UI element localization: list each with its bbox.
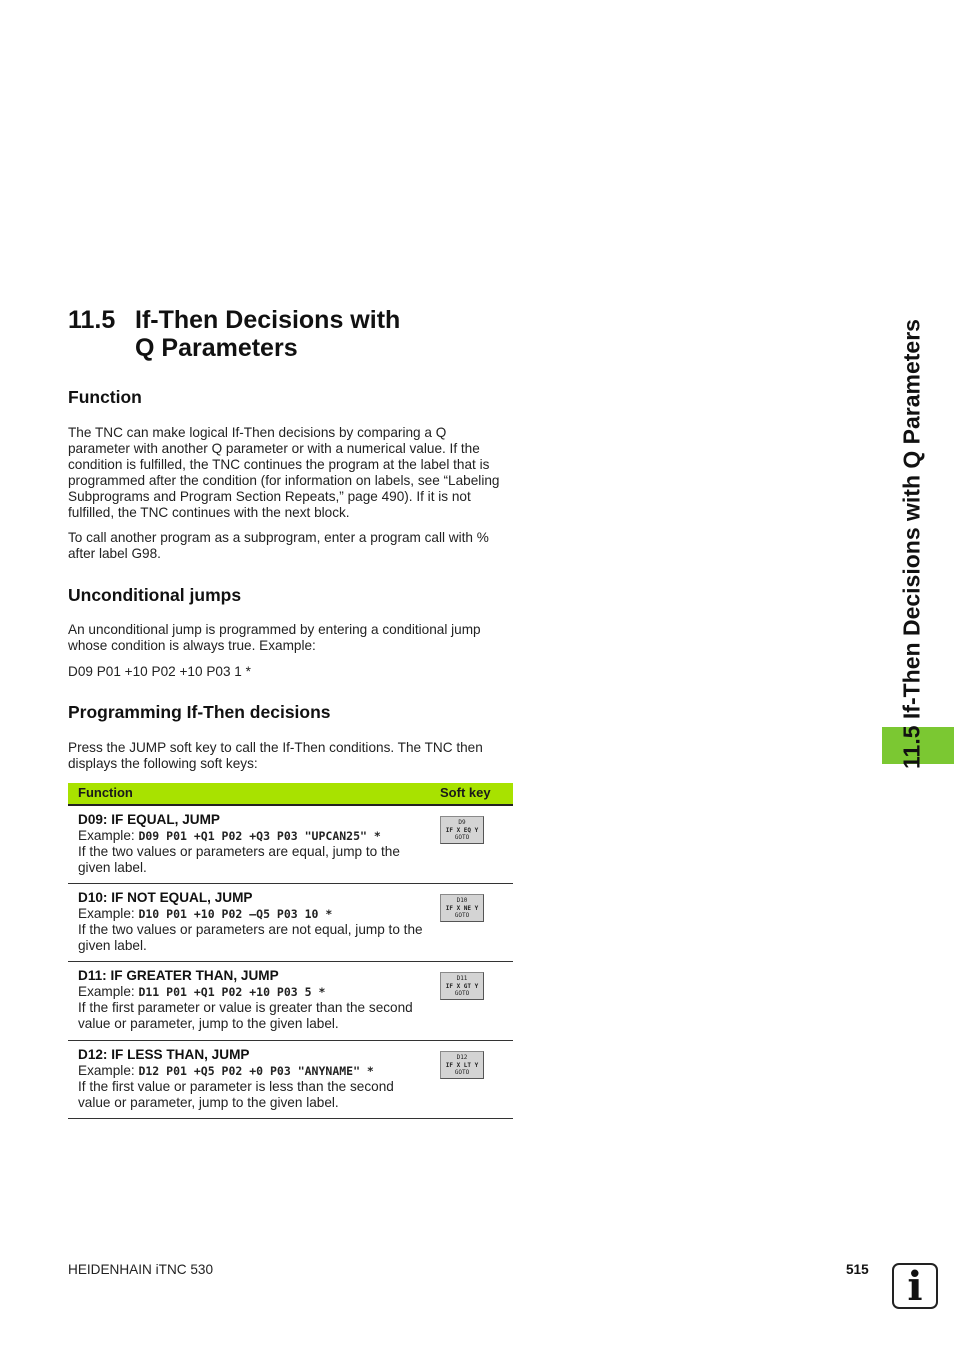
row-title: D12: IF LESS THAN, JUMP	[78, 1047, 250, 1062]
table-row	[68, 962, 513, 1041]
table-header	[68, 783, 513, 806]
function-paragraph-1: The TNC can make logical If-Then decisions by comparing a Q parameter with another Q parameter or with a numerical value. If the condition is fulfilled, the TNC continues the program at the label that is programmed after the condition (for information on labels, see “Labeling Subprograms and Program Section Repeats,” page 490). If it is not fulfilled, the TNC continues with the next block.	[68, 425, 500, 520]
softkey-mid: IF X GT Y	[445, 982, 479, 990]
softkey-bottom: GOTO	[454, 990, 470, 997]
row-title: D11: IF GREATER THAN, JUMP	[78, 968, 279, 983]
heading-programming: Programming If-Then decisions	[68, 702, 331, 722]
softkey-mid: IF X NE Y	[445, 904, 479, 912]
example-label: Example:	[78, 828, 135, 843]
softkey-bottom: GOTO	[454, 834, 470, 841]
row-example	[78, 1063, 423, 1079]
softkey-if-equal-jump[interactable]	[440, 816, 484, 844]
softkey-if-greater-than-jump[interactable]	[440, 972, 484, 1000]
heading-function: Function	[68, 387, 142, 407]
example-label: Example:	[78, 906, 135, 921]
softkey-top: D10	[456, 897, 468, 904]
heading-unconditional-jumps: Unconditional jumps	[68, 585, 242, 605]
example-label: Example:	[78, 1063, 135, 1078]
example-code: D10 P01 +10 P02 –Q5 P03 10 *	[138, 907, 333, 921]
row-description	[78, 812, 423, 876]
chapter-side-title: 11.5 If-Then Decisions with Q Parameters	[898, 319, 925, 769]
table-row	[68, 884, 513, 962]
programming-paragraph: Press the JUMP soft key to call the If-Then conditions. The TNC then displays the following soft keys:	[68, 740, 483, 771]
row-example	[78, 906, 423, 922]
row-text: If the first value or parameter is less than the second value or parameter, jump to the given label.	[78, 1079, 394, 1110]
column-header-function: Function	[78, 785, 133, 800]
row-text: If the first parameter or value is greater than the second value or parameter, jump to the given label.	[78, 1000, 413, 1031]
row-description	[78, 968, 423, 1032]
softkey-top: D12	[456, 1054, 468, 1061]
footer-manual-title: HEIDENHAIN iTNC 530	[68, 1262, 214, 1277]
example-code: D09 P01 +Q1 P02 +Q3 P03 "UPCAN25" *	[138, 829, 381, 843]
section-number: 11.5	[68, 306, 116, 334]
row-text: If the two values or parameters are not equal, jump to the given label.	[78, 922, 423, 953]
row-description	[78, 890, 423, 954]
info-icon: i	[892, 1263, 938, 1309]
softkey-if-less-than-jump[interactable]	[440, 1051, 484, 1079]
row-example	[78, 984, 423, 1000]
function-paragraph-2: To call another program as a subprogram, enter a program call with % after label G98.	[68, 530, 489, 561]
page-number: 515	[846, 1262, 869, 1277]
softkey-top: D11	[456, 975, 468, 982]
softkey-bottom: GOTO	[454, 912, 470, 919]
softkey-if-not-equal-jump[interactable]	[440, 894, 484, 922]
example-code: D12 P01 +Q5 P02 +0 P03 "ANYNAME" *	[138, 1064, 374, 1078]
row-title: D10: IF NOT EQUAL, JUMP	[78, 890, 253, 905]
table-row	[68, 1041, 513, 1119]
row-description	[78, 1047, 423, 1111]
softkey-mid: IF X LT Y	[445, 1061, 479, 1069]
example-label: Example:	[78, 984, 135, 999]
example-code: D11 P01 +Q1 P02 +10 P03 5 *	[138, 985, 326, 999]
column-header-softkey: Soft key	[440, 785, 491, 800]
row-title: D09: IF EQUAL, JUMP	[78, 812, 220, 827]
row-text: If the two values or parameters are equal, jump to the given label.	[78, 844, 400, 875]
softkey-bottom: GOTO	[454, 1069, 470, 1076]
softkey-top: D9	[458, 819, 466, 826]
row-example	[78, 828, 423, 844]
softkey-table	[68, 783, 513, 1119]
page-title	[68, 306, 528, 362]
table-row	[68, 806, 513, 884]
section-title-line1: If-Then Decisions with	[135, 306, 401, 334]
section-title-line2: Q Parameters	[135, 334, 298, 362]
unconditional-example: D09 P01 +10 P02 +10 P03 1 *	[68, 664, 251, 679]
softkey-mid: IF X EQ Y	[445, 826, 479, 834]
unconditional-paragraph: An unconditional jump is programmed by entering a conditional jump whose condition is always true. Example:	[68, 622, 481, 653]
